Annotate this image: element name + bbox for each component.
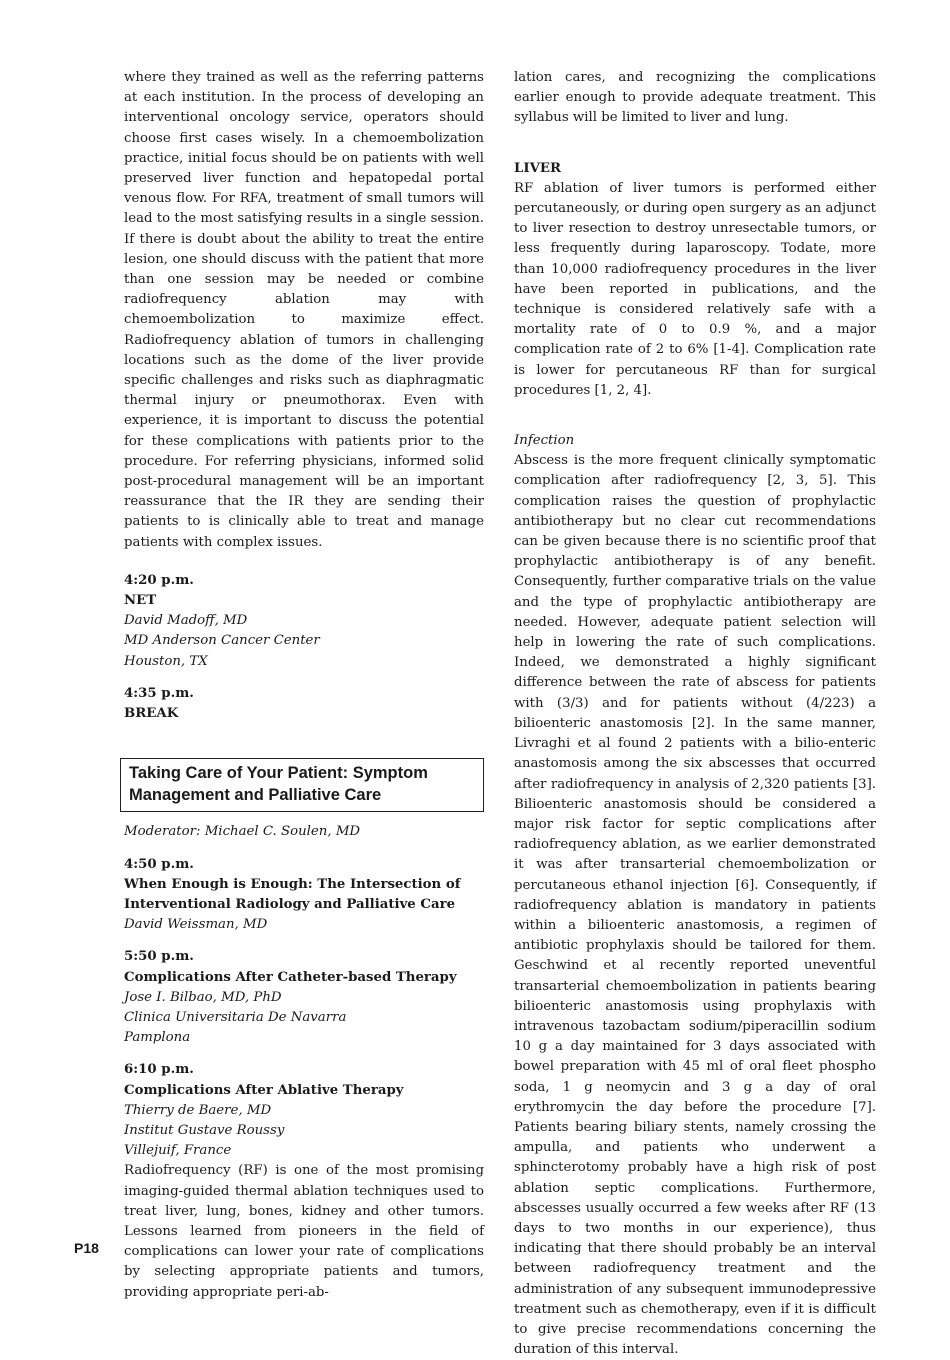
talk1-time: 4:50 p.m. (124, 856, 194, 872)
talk2-speaker: Jose I. Bilbao, MD, PhD (124, 989, 282, 1005)
infection-paragraph: Abscess is the more frequent clinically symptomatic complication after radiofrequency [2, 3, 5]. This complication raises the question of prophylactic antibiotherapy but no clear cut recommendations can be given because there is no scientific proof that prophylactic antibiotherapy is of any benefit. Consequently, further comparative trials on the value and the type of prophylactic antibiotherapy are needed. However, adequate patient selection will help in lowering the rate of such complications. Indeed, we demonstrated a highly significant difference between the rate of abscess for patients with (3/3) and for patients without (4/223) a bilioenteric anastomosis [2]. In the same manner, Livraghi et al found 2 patients with a bilio-enteric anastomosis among the six abscesses that occurred after radiofrequency in analysis of 2,320 patients [3]. Bilioenteric anastomosis should be considered a major risk factor for septic complications after radiofrequency ablation, as we earlier demonstrated it was after transarterial chemoembolization or percutaneous ethanol injection [6]. Consequently, if radiofrequency ablation is mandatory in patients within a bilioenteric anastomosis, a regimen of antibiotic prophylaxis should be tailored for them. Geschwind et al recently reported uneventful transarterial chemoembolization in patients bearing bilioenteric anastomosis using prophylaxis with intravenous tazobactam sodium/piperacillin sodium 10 g a day maintained for 3 days associated with bowel preparation with 45 ml of oral fleet phospho soda, 1 g neomycin and 3 g a day of oral erythromycin the day before the procedure [7]. Patients bearing biliary stents, namely crossing the ampulla, and patients who underwent a sphincterotomy probably have a high risk of post ablation septic complications. Furthermore, abscesses usually occurred a few weeks after RF (13 days to two months in our experience), thus indicating that there should probably be an interval between radiofrequency treatment and the administration of any subsequent immunodepressive treatment such as chemotherapy, even if it is difficult to give precise recommendations concerning the duration of this interval. (514, 453, 876, 1358)
talk1-speaker: David Weissman, MD (124, 917, 268, 933)
left-column (124, 68, 484, 1303)
infection-heading: Infection (514, 433, 575, 449)
net-time: 4:20 p.m. (124, 572, 194, 588)
right-intro-paragraph: lation cares, and recognizing the complications earlier enough to provide adequate treatment. This syllabus will be limited to liver and lung. (514, 70, 876, 126)
net-location: Houston, TX (124, 653, 208, 669)
talk3-location: Villejuif, France (124, 1143, 232, 1159)
talk2-time: 5:50 p.m. (124, 949, 194, 965)
talk3-speaker: Thierry de Baere, MD (124, 1102, 272, 1118)
session-moderator: Moderator: Michael C. Soulen, MD (124, 824, 361, 840)
page-number: P18 (74, 1240, 99, 1256)
liver-paragraph: RF ablation of liver tumors is performed either percutaneously, or during open surgery as an adjunct to liver resection to destroy unresectable tumors, or less frequently during laparoscopy. Todate, more than 10,000 radiofrequency procedures in the liver have been reported in publications, and the technique is considered relatively safe with a mortality rate of 0 to 0.9 %, and a major complication rate of 2 to 6% [1-4]. Complication rate is lower for percutaneous RF than for surgical procedures [1, 2, 4]. (514, 180, 876, 398)
break-time: 4:35 p.m. (124, 685, 194, 701)
talk2-institution: Clinica Universitaria De Navarra (124, 1009, 347, 1025)
talk3-abstract: Radiofrequency (RF) is one of the most promising imaging-guided thermal ablation techniques used to treat liver, lung, bones, kidney and other tumors. Lessons learned from pioneers in the field of complications can lower your rate of complications by selecting appropriate patients and tumors, providing appropriate peri-ab- (124, 1163, 484, 1300)
left-intro-paragraph: where they trained as well as the referring patterns at each institution. In the process of developing an interventional oncology service, operators should choose first cases wisely. In a chemoembolization practice, initial focus should be on patients with well preserved liver function and hepatopedal portal venous flow. For RFA, treatment of small tumors will lead to the most satisfying results in a single session. If there is doubt about the ability to treat the entire lesion, one should discuss with the patient that more than one session may be needed or combine radiofrequency ablation may with chemoembolization to maximize effect. Radiofrequency ablation of tumors in challenging locations such as the dome of the liver provide specific challenges and risks such as diaphragmatic thermal injury or pneumothorax. Even with experience, it is important to discuss the potential for these complications with patients prior to the procedure. For referring physicians, informed solid post-procedural management will be an important reassurance that the IR they are sending their patients to is clinically able to treat and manage patients with complex issues. (124, 70, 484, 550)
session-title-box: Taking Care of Your Patient: Symptom Management and Palliative Care (120, 758, 484, 812)
break-title: BREAK (124, 706, 179, 722)
talk2-title: Complications After Catheter-based Therapy (124, 969, 457, 985)
net-title: NET (124, 593, 157, 609)
talk3-title: Complications After Ablative Therapy (124, 1082, 404, 1098)
liver-heading: LIVER (514, 160, 562, 176)
talk1-title: When Enough is Enough: The Intersection of Interventional Radiology and Palliative Care (124, 876, 461, 912)
right-column (514, 68, 876, 1360)
talk3-time: 6:10 p.m. (124, 1062, 194, 1078)
net-institution: MD Anderson Cancer Center (124, 633, 320, 649)
talk3-institution: Institut Gustave Roussy (124, 1122, 285, 1138)
talk2-location: Pamplona (124, 1030, 191, 1046)
net-speaker: David Madoff, MD (124, 613, 248, 629)
